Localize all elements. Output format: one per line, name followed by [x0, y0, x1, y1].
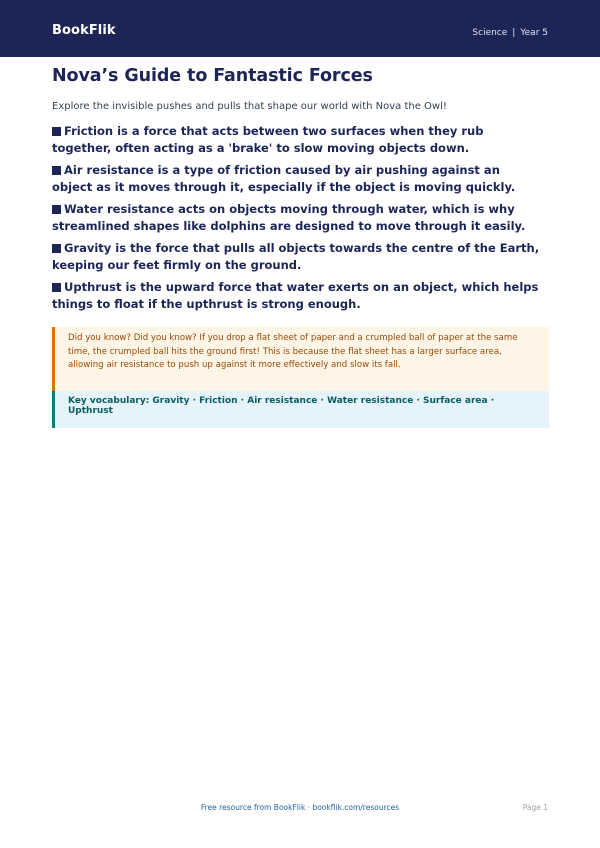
did-you-know-callout [52, 327, 549, 391]
meta-separator: | [512, 28, 516, 38]
brand-logo[interactable]: BookFlik [52, 23, 116, 38]
fact-text: Water resistance acts on objects moving through water, which is why streamlined shapes like dolphins are designed to move through it easily. [52, 202, 526, 233]
page-title: Nova’s Guide to Fantastic Forces [52, 66, 373, 86]
vocabulary-text: Key vocabulary: Gravity · Friction · Air resistance · Water resistance · Surface area · Upthrust [68, 396, 495, 416]
square-bullet-icon [52, 283, 61, 292]
fact-item-friction [52, 123, 542, 157]
square-bullet-icon [52, 127, 61, 136]
fact-item-upthrust [52, 279, 542, 313]
header-bar [0, 0, 600, 57]
square-bullet-icon [52, 205, 61, 214]
fact-item-water-resistance [52, 201, 542, 235]
fact-text: Gravity is the force that pulls all objects towards the centre of the Earth, keeping our feet firmly on the ground. [52, 241, 540, 272]
page-number: Page 1 [522, 803, 548, 812]
fact-text: Upthrust is the upward force that water exerts on an object, which helps things to float if the upthrust is strong enough. [52, 280, 539, 311]
vocabulary-callout [52, 391, 549, 428]
intro-text: Explore the invisible pushes and pulls that shape our world with Nova the Owl! [52, 101, 447, 112]
square-bullet-icon [52, 166, 61, 175]
fact-item-air-resistance [52, 162, 542, 196]
did-you-know-text: Did you know? Did you know? If you drop a flat sheet of paper and a crumpled ball of paper at the same time, the crumpled ball hits the ground first! This is because the flat sheet has a larger surface area, allowing air resistance to push up against it more effectively and slow its fall. [68, 333, 518, 370]
header-meta [472, 28, 548, 38]
footer-resource-link[interactable]: Free resource from BookFlik · bookflik.com/resources [200, 803, 400, 812]
fact-text: Air resistance is a type of friction caused by air pushing against an object as it moves through it, especially if the object is moving quickly. [52, 163, 516, 194]
facts-list [52, 123, 542, 318]
year-label: Year 5 [520, 28, 548, 38]
fact-item-gravity [52, 240, 542, 274]
subject-label: Science [472, 28, 508, 38]
square-bullet-icon [52, 244, 61, 253]
fact-text: Friction is a force that acts between two surfaces when they rub together, often acting as a 'brake' to slow moving objects down. [52, 124, 484, 155]
